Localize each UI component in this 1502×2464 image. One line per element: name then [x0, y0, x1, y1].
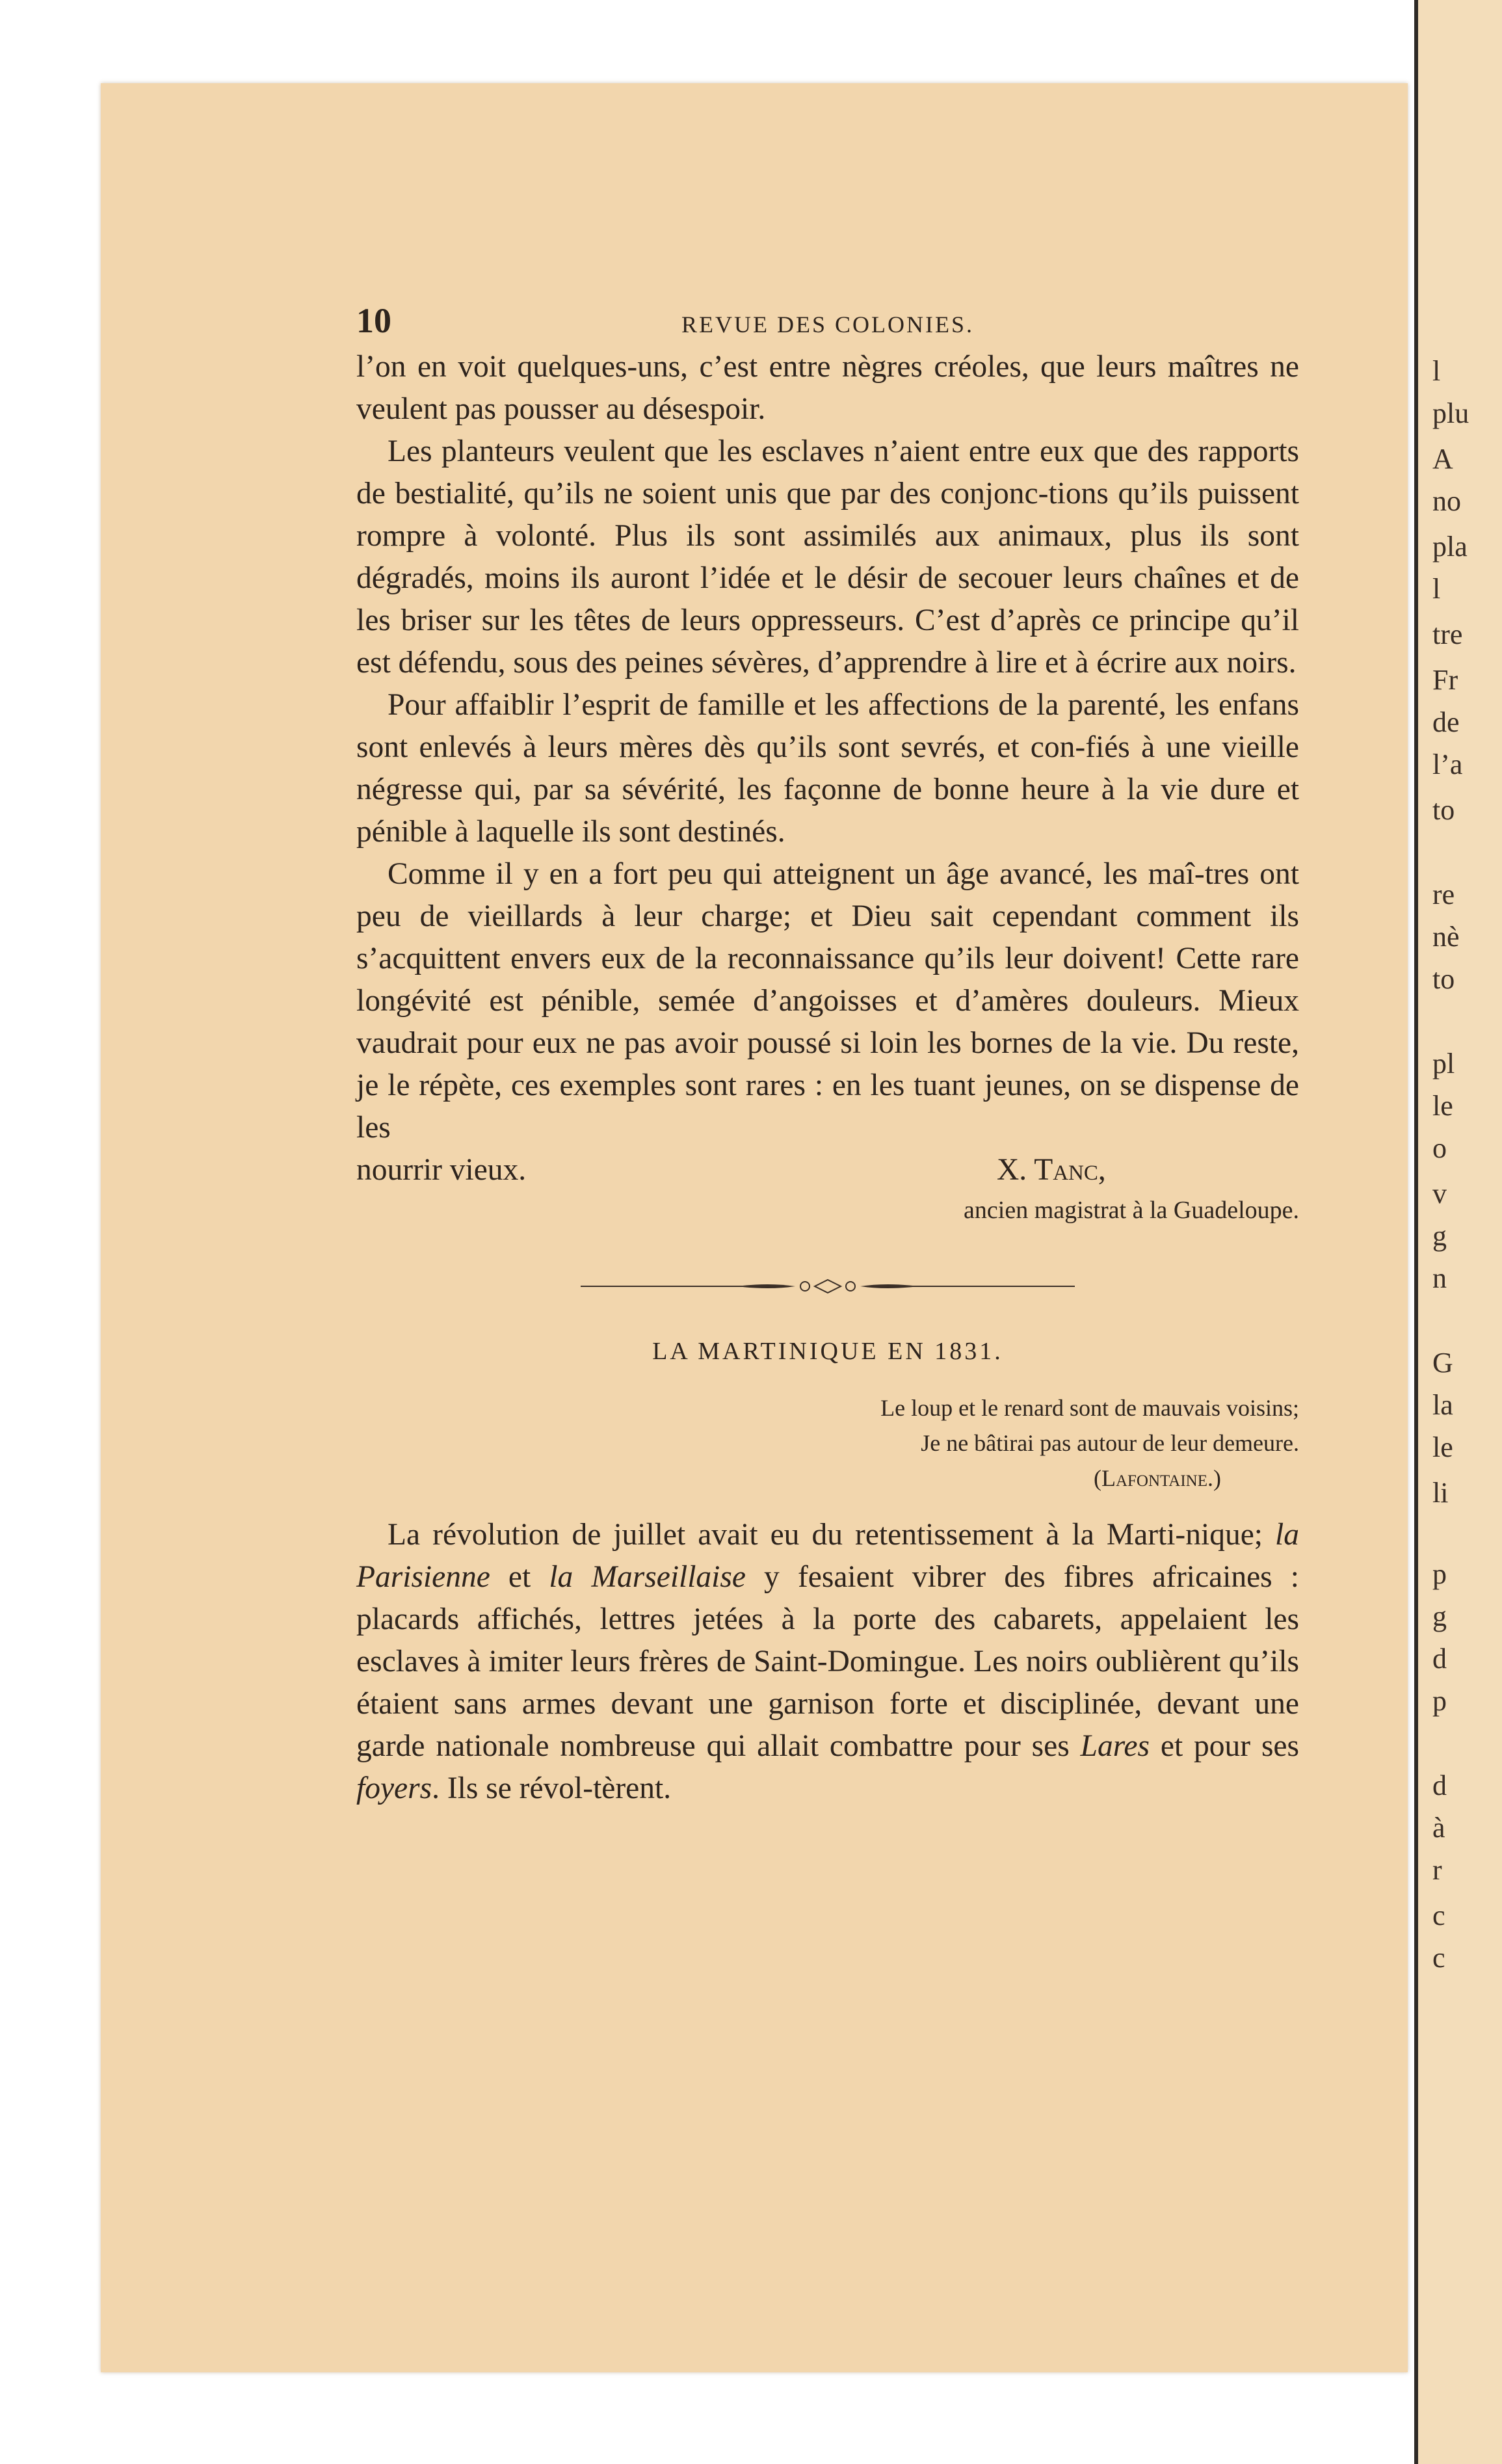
facing-page-fragment: g — [1432, 1220, 1447, 1252]
paragraph-1: l’on en voit quelques-uns, c’est entre nègres créoles, que leurs maîtres ne veulent pas pousser au désespoir. — [356, 350, 1299, 426]
text-run: et — [490, 1560, 549, 1594]
paragraph-3: Pour affaiblir l’esprit de famille et les affections de la parenté, les enfans sont enlevés à leurs mères dès qu’ils sont sevrés, et con-fiés à une vieille négresse qui, par sa sévérité, les façonne de bonne heure à la vie dure et pénible à laquelle ils sont destinés. — [356, 688, 1299, 849]
facing-page-fragment: G — [1432, 1347, 1453, 1379]
facing-page-fragment: d — [1432, 1643, 1447, 1675]
facing-page-fragment: o — [1432, 1132, 1447, 1164]
section-divider — [356, 1260, 1299, 1312]
author-signature: X. Tanc, — [997, 1153, 1106, 1187]
paragraph-2: Les planteurs veulent que les esclaves n’aient entre eux que des rapports de bestialité, qu’ils ne soient unis que par des conjonc-tions qu’ils puissent rompre à volonté. Plus ils sont assimilés aux animaux, plus ils sont dégradés, moins ils auront l’idée et le désir de secouer leurs chaînes et de les briser sur les têtes de leurs oppresseurs. C’est d’après ce principe qu’il est défendu, sous des peines sévères, d’apprendre à lire et à écrire aux noirs. — [356, 434, 1299, 680]
facing-page-fragment: d — [1432, 1769, 1447, 1801]
facing-page-fragment: pl — [1432, 1048, 1455, 1080]
epigraph — [356, 1390, 1299, 1496]
epigraph-attribution: (Lafontaine.) — [1093, 1465, 1221, 1491]
article-title: LA MARTINIQUE EN 1831. — [652, 1338, 1003, 1365]
facing-page-fragment: to — [1432, 794, 1455, 826]
text-run: La révolution de juillet avait eu du retentissement à la Marti-nique; — [388, 1518, 1276, 1552]
facing-page-fragment: plu — [1432, 397, 1469, 429]
facing-page-fragment: p — [1432, 1685, 1447, 1717]
page-header — [356, 300, 1299, 346]
italic-foyers: foyers — [356, 1771, 432, 1805]
facing-page-fragment: de — [1432, 706, 1460, 738]
facing-page-fragment: Fr — [1432, 664, 1458, 696]
facing-page-fragment: nè — [1432, 921, 1460, 953]
epigraph-line-1: Le loup et le renard sont de mauvais voisins; — [880, 1395, 1299, 1421]
ornament-rule-icon — [581, 1273, 1075, 1299]
author-affiliation: ancien magistrat à la Guadeloupe. — [964, 1197, 1299, 1224]
facing-page-fragment: g — [1432, 1600, 1447, 1632]
facing-page-fragment: v — [1432, 1178, 1447, 1210]
facing-page-fragment: c — [1432, 1900, 1445, 1931]
text-run: et pour ses — [1150, 1729, 1299, 1763]
facing-page-fragment: p — [1432, 1558, 1447, 1590]
italic-title-parisienne: la Parisienne — [356, 1518, 1299, 1594]
facing-page-fragment: no — [1432, 485, 1461, 517]
facing-page-fragment: re — [1432, 879, 1455, 910]
facing-page-fragment: n — [1432, 1262, 1447, 1294]
closing-words: nourrir vieux. — [356, 1153, 527, 1187]
facing-page-fragment: l — [1432, 355, 1441, 387]
page-content — [356, 300, 1299, 1810]
facing-page-fragment: à — [1432, 1812, 1445, 1844]
paragraph-4: Comme il y en a fort peu qui atteignent un âge avancé, les maî-tres ont peu de vieillards à leur charge; et Dieu sait cependant comment ils s’acquittent envers eux de la reconnaissance qu’ils leur doivent! Cette rare longévité est pénible, semée d’angoisses et d’amères douleurs. Mieux vaudrait pour eux ne pas avoir poussé si loin les bornes de la vie. Du reste, je le répète, ces exemples sont rares : en les tuant jeunes, on se dispense de les — [356, 857, 1299, 1145]
facing-page-fragment: A — [1432, 443, 1453, 475]
epigraph-line-2: Je ne bâtirai pas autour de leur demeure. — [921, 1430, 1299, 1456]
facing-page-fragment: r — [1432, 1854, 1442, 1886]
facing-page-fragment: c — [1432, 1942, 1445, 1974]
facing-page-fragment: li — [1432, 1477, 1449, 1509]
closing-line — [356, 1149, 1299, 1191]
facing-page-fragment: l’a — [1432, 748, 1463, 780]
text-run: y fesaient vibrer des fibres africaines : placards affichés, lettres jetées à la porte des cabarets, appelaient les esclaves à imiter leurs frères de Saint-Domingue. Les noirs oublièrent qu’ils étaient sans armes devant une garnison forte et disciplinée, devant une garde nationale nombreuse qui allait combattre pour ses — [356, 1560, 1299, 1763]
article-body — [356, 346, 1299, 1229]
page-number: 10 — [356, 301, 391, 340]
italic-title-marseillaise: la Marseillaise — [549, 1560, 746, 1594]
facing-page-fragment: la — [1432, 1389, 1453, 1421]
facing-page-fragment: tre — [1432, 618, 1463, 650]
running-head: REVUE DES COLONIES. — [681, 311, 974, 338]
facing-page-fragment: pla — [1432, 531, 1468, 563]
text-run: . Ils se révol-tèrent. — [432, 1771, 672, 1805]
facing-page-fragment: l — [1432, 573, 1441, 605]
italic-lares: Lares — [1080, 1729, 1150, 1763]
paragraph-martinique — [356, 1514, 1299, 1810]
facing-page-fragment: le — [1432, 1090, 1453, 1122]
facing-page-fragment: to — [1432, 963, 1455, 995]
facing-page-edge — [1414, 0, 1502, 2464]
facing-page-fragment: le — [1432, 1431, 1453, 1463]
